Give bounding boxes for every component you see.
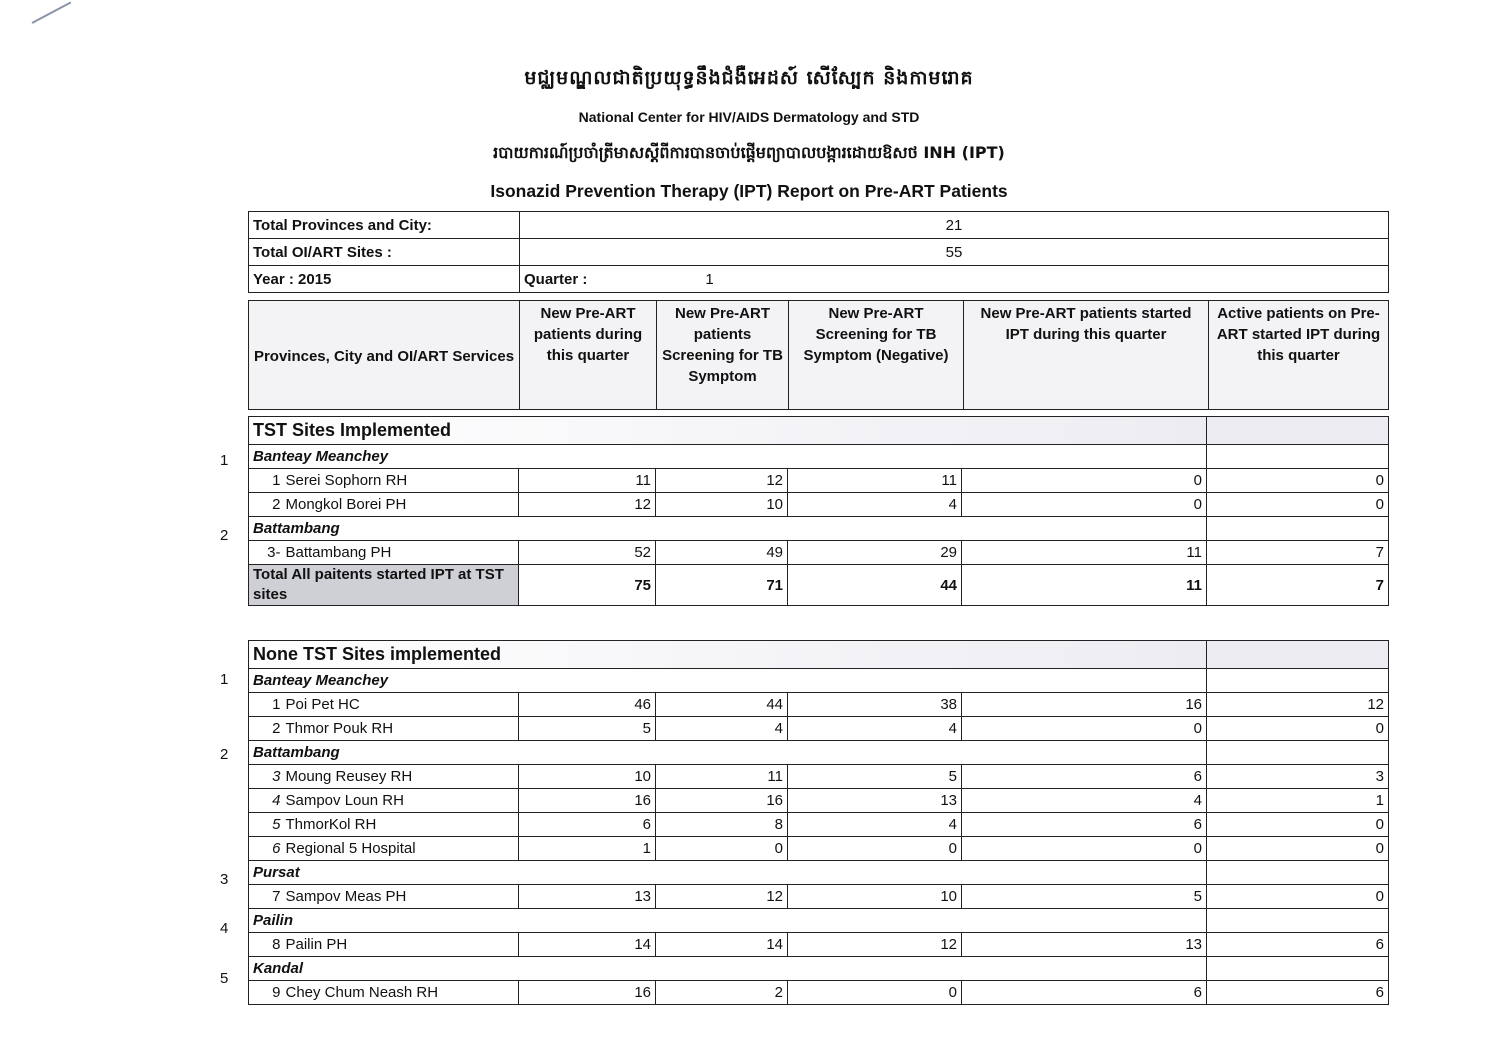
value-cell: 0 bbox=[962, 717, 1207, 741]
org-name: National Center for HIV/AIDS Dermatology and STD bbox=[578, 109, 920, 125]
site-name: Moung Reusey RH bbox=[282, 765, 519, 789]
site-name: Sampov Meas PH bbox=[282, 885, 519, 909]
site-number: 2 bbox=[249, 493, 282, 517]
value-cell: 11 bbox=[656, 765, 788, 789]
sites-row bbox=[249, 239, 1389, 266]
value-cell: 2 bbox=[656, 981, 788, 1005]
site-name: Chey Chum Neash RH bbox=[282, 981, 519, 1005]
period-row bbox=[249, 266, 1389, 293]
quarter-label: Quarter : bbox=[524, 270, 588, 288]
province-name: Pursat bbox=[249, 861, 1207, 885]
empty-cell bbox=[1207, 909, 1389, 933]
table-row bbox=[249, 813, 1389, 837]
column-header-table bbox=[248, 300, 1389, 410]
section-title-row bbox=[249, 641, 1389, 669]
value-cell: 10 bbox=[788, 885, 962, 909]
value-cell: 12 bbox=[656, 885, 788, 909]
value-cell: 46 bbox=[519, 693, 656, 717]
province-ordinal: 5 bbox=[220, 970, 229, 987]
table-row bbox=[249, 885, 1389, 909]
value-cell: 4 bbox=[788, 717, 962, 741]
col-header-started-ipt: New Pre-ART patients started IPT during this quarter bbox=[964, 301, 1209, 410]
value-cell: 6 bbox=[962, 765, 1207, 789]
value-cell: 5 bbox=[962, 885, 1207, 909]
non-tst-section-title: None TST Sites implemented bbox=[249, 641, 1207, 669]
col-header-new-pre-art: New Pre-ART patients during this quarter bbox=[520, 301, 657, 410]
value-cell: 5 bbox=[788, 765, 962, 789]
value-cell: 0 bbox=[1207, 493, 1389, 517]
site-name: Poi Pet HC bbox=[282, 693, 519, 717]
province-ordinal: 4 bbox=[220, 920, 229, 937]
section-title-row bbox=[249, 417, 1389, 445]
year-label: Year : 2015 bbox=[249, 266, 520, 293]
value-cell: 0 bbox=[656, 837, 788, 861]
value-cell: 14 bbox=[656, 933, 788, 957]
value-cell: 29 bbox=[788, 541, 962, 565]
provinces-label: Total Provinces and City: bbox=[249, 212, 520, 239]
province-name: Banteay Meanchey bbox=[249, 445, 1207, 469]
value-cell: 16 bbox=[519, 981, 656, 1005]
value-cell: 0 bbox=[1207, 813, 1389, 837]
value-cell: 4 bbox=[788, 813, 962, 837]
value-cell: 5 bbox=[519, 717, 656, 741]
site-number: 3- bbox=[249, 541, 282, 565]
table-row bbox=[249, 933, 1389, 957]
site-name: Regional 5 Hospital bbox=[282, 837, 519, 861]
total-value: 7 bbox=[1207, 565, 1389, 606]
value-cell: 11 bbox=[519, 469, 656, 493]
value-cell: 0 bbox=[962, 837, 1207, 861]
site-name: Sampov Loun RH bbox=[282, 789, 519, 813]
empty-cell bbox=[1207, 957, 1389, 981]
col-header-active-ipt: Active patients on Pre-ART started IPT during this quarter bbox=[1209, 301, 1389, 410]
report-title: Isonazid Prevention Therapy (IPT) Report on Pre-ART Patients bbox=[490, 181, 1008, 201]
province-name: Battambang bbox=[249, 517, 1207, 541]
province-row bbox=[249, 517, 1389, 541]
value-cell: 1 bbox=[519, 837, 656, 861]
province-row bbox=[249, 445, 1389, 469]
value-cell: 0 bbox=[1207, 837, 1389, 861]
value-cell: 44 bbox=[656, 693, 788, 717]
value-cell: 49 bbox=[656, 541, 788, 565]
col-header-tb-negative: New Pre-ART Screening for TB Symptom (Negative) bbox=[789, 301, 964, 410]
value-cell: 12 bbox=[1207, 693, 1389, 717]
value-cell: 14 bbox=[519, 933, 656, 957]
site-number: 2 bbox=[249, 717, 282, 741]
empty-cell bbox=[1207, 669, 1389, 693]
value-cell: 52 bbox=[519, 541, 656, 565]
site-name: Pailin PH bbox=[282, 933, 519, 957]
site-number: 9 bbox=[249, 981, 282, 1005]
value-cell: 12 bbox=[519, 493, 656, 517]
province-row bbox=[249, 909, 1389, 933]
value-cell: 0 bbox=[788, 837, 962, 861]
table-row bbox=[249, 765, 1389, 789]
province-ordinal: 1 bbox=[220, 452, 229, 469]
provinces-value: 21 bbox=[520, 212, 1389, 239]
value-cell: 1 bbox=[1207, 789, 1389, 813]
province-row bbox=[249, 957, 1389, 981]
table-row bbox=[249, 981, 1389, 1005]
value-cell: 0 bbox=[1207, 885, 1389, 909]
value-cell: 0 bbox=[788, 981, 962, 1005]
table-row bbox=[249, 469, 1389, 493]
value-cell: 3 bbox=[1207, 765, 1389, 789]
value-cell: 0 bbox=[962, 469, 1207, 493]
value-cell: 4 bbox=[962, 789, 1207, 813]
province-name: Banteay Meanchey bbox=[249, 669, 1207, 693]
province-row bbox=[249, 741, 1389, 765]
tst-section-title: TST Sites Implemented bbox=[249, 417, 1207, 445]
table-row bbox=[249, 789, 1389, 813]
province-ordinal: 3 bbox=[220, 871, 229, 888]
province-ordinal: 2 bbox=[220, 746, 229, 763]
site-name: Mongkol Borei PH bbox=[282, 493, 519, 517]
total-label: Total All paitents started IPT at TST sites bbox=[249, 565, 519, 606]
site-name: Thmor Pouk RH bbox=[282, 717, 519, 741]
site-name: Serei Sophorn RH bbox=[282, 469, 519, 493]
site-number: 1 bbox=[249, 693, 282, 717]
value-cell: 6 bbox=[962, 981, 1207, 1005]
summary-info-table bbox=[248, 211, 1389, 293]
province-ordinal: 1 bbox=[220, 671, 229, 688]
sites-label: Total OI/ART Sites : bbox=[249, 239, 520, 266]
value-cell: 6 bbox=[1207, 933, 1389, 957]
empty-cell bbox=[1207, 861, 1389, 885]
total-value: 75 bbox=[519, 565, 656, 606]
total-row bbox=[249, 565, 1389, 606]
value-cell: 4 bbox=[788, 493, 962, 517]
value-cell: 6 bbox=[519, 813, 656, 837]
province-name: Kandal bbox=[249, 957, 1207, 981]
empty-cell bbox=[1207, 445, 1389, 469]
khmer-org-name: មជ្ឈមណ្ឌលជាតិប្រយុទ្ធនឹងជំងឺអេដស៍ សើស្បែក និងកាមរោគ bbox=[524, 67, 974, 89]
site-number: 6 bbox=[249, 837, 282, 861]
total-value: 44 bbox=[788, 565, 962, 606]
value-cell: 10 bbox=[519, 765, 656, 789]
value-cell: 16 bbox=[656, 789, 788, 813]
site-number: 4 bbox=[249, 789, 282, 813]
value-cell: 13 bbox=[519, 885, 656, 909]
value-cell: 11 bbox=[962, 541, 1207, 565]
sites-value: 55 bbox=[520, 239, 1389, 266]
value-cell: 0 bbox=[1207, 469, 1389, 493]
total-value: 71 bbox=[656, 565, 788, 606]
empty-cell bbox=[1207, 741, 1389, 765]
value-cell: 16 bbox=[519, 789, 656, 813]
table-row bbox=[249, 541, 1389, 565]
quarter-cell bbox=[520, 266, 1389, 293]
site-name: ThmorKol RH bbox=[282, 813, 519, 837]
tst-sites-table bbox=[248, 416, 1389, 606]
value-cell: 13 bbox=[788, 789, 962, 813]
site-number: 8 bbox=[249, 933, 282, 957]
khmer-report-title: របាយការណ៍ប្រចាំត្រីមាសស្តីពីការបានចាប់ផ្តើមព្យាបាលបង្ការដោយឱសថ INH (IPT) bbox=[493, 143, 1005, 162]
province-row bbox=[249, 669, 1389, 693]
quarter-value: 1 bbox=[705, 270, 714, 288]
province-name: Pailin bbox=[249, 909, 1207, 933]
table-row bbox=[249, 717, 1389, 741]
table-row bbox=[249, 837, 1389, 861]
site-name: Battambang PH bbox=[282, 541, 519, 565]
site-number: 5 bbox=[249, 813, 282, 837]
site-number: 3 bbox=[249, 765, 282, 789]
value-cell: 12 bbox=[656, 469, 788, 493]
province-ordinal: 2 bbox=[220, 527, 229, 544]
value-cell: 6 bbox=[1207, 981, 1389, 1005]
value-cell: 4 bbox=[656, 717, 788, 741]
value-cell: 0 bbox=[962, 493, 1207, 517]
value-cell: 16 bbox=[962, 693, 1207, 717]
value-cell: 13 bbox=[962, 933, 1207, 957]
value-cell: 38 bbox=[788, 693, 962, 717]
provinces-row bbox=[249, 212, 1389, 239]
value-cell: 7 bbox=[1207, 541, 1389, 565]
value-cell: 11 bbox=[788, 469, 962, 493]
site-number: 1 bbox=[249, 469, 282, 493]
value-cell: 8 bbox=[656, 813, 788, 837]
value-cell: 10 bbox=[656, 493, 788, 517]
pen-mark bbox=[32, 1, 72, 23]
col-header-services: Provinces, City and OI/ART Services bbox=[249, 301, 520, 410]
province-row bbox=[249, 861, 1389, 885]
value-cell: 6 bbox=[962, 813, 1207, 837]
section-title-filler bbox=[1207, 641, 1389, 669]
value-cell: 0 bbox=[1207, 717, 1389, 741]
non-tst-sites-table bbox=[248, 640, 1389, 1005]
table-row bbox=[249, 693, 1389, 717]
column-header-row bbox=[249, 301, 1389, 410]
value-cell: 12 bbox=[788, 933, 962, 957]
table-row bbox=[249, 493, 1389, 517]
province-name: Battambang bbox=[249, 741, 1207, 765]
site-number: 7 bbox=[249, 885, 282, 909]
total-value: 11 bbox=[962, 565, 1207, 606]
empty-cell bbox=[1207, 517, 1389, 541]
col-header-tb-screening: New Pre-ART patients Screening for TB Symptom bbox=[657, 301, 789, 410]
section-title-filler bbox=[1207, 417, 1389, 445]
